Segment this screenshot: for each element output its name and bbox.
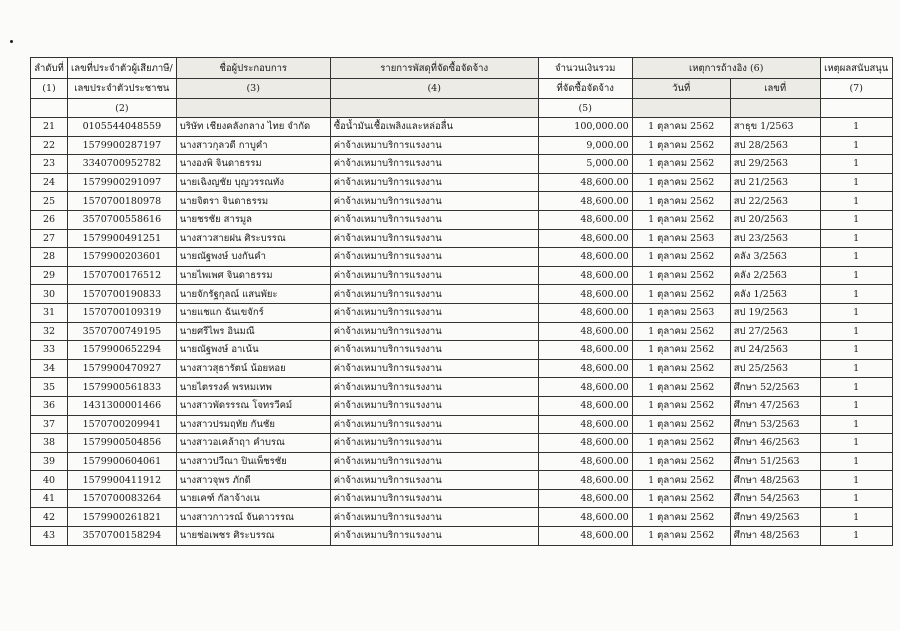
cell-no: 27	[31, 229, 68, 248]
header-vendor: ชื่อผู้ประกอบการ	[176, 58, 330, 79]
cell-item: ค่าจ้างเหมาบริการแรงงาน	[330, 415, 538, 434]
table-row	[31, 173, 893, 192]
cell-amount: 48,600.00	[538, 322, 632, 341]
header-reason-num: (7)	[820, 79, 892, 99]
cell-amount: 5,000.00	[538, 155, 632, 174]
cell-vendor: นายจิตรา จินดาธรรม	[176, 192, 330, 211]
cell-date: 1 ตุลาคม 2562	[632, 359, 730, 378]
cell-reason: 1	[820, 210, 892, 229]
cell-ref: สป 20/2563	[730, 210, 820, 229]
cell-vendor: นายจักรัฐกุลณ์ แสนพัยะ	[176, 285, 330, 304]
table-row	[31, 434, 893, 453]
cell-taxid: 3570700558616	[68, 210, 177, 229]
cell-no: 32	[31, 322, 68, 341]
cell-reason: 1	[820, 341, 892, 360]
cell-amount: 48,600.00	[538, 434, 632, 453]
header-spacer	[330, 99, 538, 118]
cell-item: ค่าจ้างเหมาบริการแรงงาน	[330, 471, 538, 490]
cell-item: ค่าจ้างเหมาบริการแรงงาน	[330, 508, 538, 527]
cell-taxid: 1570700109319	[68, 303, 177, 322]
cell-no: 25	[31, 192, 68, 211]
header-spacer	[31, 99, 68, 118]
cell-reason: 1	[820, 266, 892, 285]
cell-date: 1 ตุลาคม 2562	[632, 434, 730, 453]
cell-date: 1 ตุลาคม 2562	[632, 415, 730, 434]
procurement-table	[30, 57, 893, 546]
cell-no: 29	[31, 266, 68, 285]
cell-date: 1 ตุลาคม 2562	[632, 527, 730, 546]
cell-item: ค่าจ้างเหมาบริการแรงงาน	[330, 285, 538, 304]
cell-vendor: นางสาวปวีณา ปินเพ็ชรชัย	[176, 452, 330, 471]
cell-amount: 48,600.00	[538, 508, 632, 527]
cell-taxid: 0105544048559	[68, 118, 177, 137]
cell-taxid: 1579900652294	[68, 341, 177, 360]
cell-item: ค่าจ้างเหมาบริการแรงงาน	[330, 155, 538, 174]
cell-item: ค่าจ้างเหมาบริการแรงงาน	[330, 322, 538, 341]
table-body	[31, 118, 893, 546]
cell-reason: 1	[820, 527, 892, 546]
cell-no: 41	[31, 489, 68, 508]
cell-vendor: นางสาวกาวรณ์ จันดาวรรณ	[176, 508, 330, 527]
cell-no: 40	[31, 471, 68, 490]
cell-amount: 48,600.00	[538, 415, 632, 434]
cell-no: 30	[31, 285, 68, 304]
cell-taxid: 1579900604061	[68, 452, 177, 471]
cell-no: 38	[31, 434, 68, 453]
cell-ref: สป 29/2563	[730, 155, 820, 174]
cell-date: 1 ตุลาคม 2562	[632, 489, 730, 508]
cell-no: 23	[31, 155, 68, 174]
cell-taxid: 1579900491251	[68, 229, 177, 248]
cell-no: 33	[31, 341, 68, 360]
cell-item: ค่าจ้างเหมาบริการแรงงาน	[330, 527, 538, 546]
cell-reason: 1	[820, 229, 892, 248]
cell-no: 43	[31, 527, 68, 546]
cell-taxid: 1579900470927	[68, 359, 177, 378]
cell-date: 1 ตุลาคม 2562	[632, 285, 730, 304]
cell-amount: 48,600.00	[538, 359, 632, 378]
cell-taxid: 1579900261821	[68, 508, 177, 527]
table-row	[31, 396, 893, 415]
cell-ref: ศึกษา 54/2563	[730, 489, 820, 508]
cell-vendor: นายเคฑ์ กัลาจ้างเน	[176, 489, 330, 508]
header-amount-num: (5)	[538, 99, 632, 118]
cell-taxid: 1570700180978	[68, 192, 177, 211]
header-taxid-line2: เลขประจำตัวประชาชน	[68, 79, 177, 99]
cell-taxid: 1579900203601	[68, 248, 177, 267]
header-spacer	[632, 99, 730, 118]
cell-reason: 1	[820, 192, 892, 211]
cell-amount: 48,600.00	[538, 396, 632, 415]
cell-reason: 1	[820, 508, 892, 527]
cell-ref: สป 25/2563	[730, 359, 820, 378]
cell-date: 1 ตุลาคม 2562	[632, 508, 730, 527]
cell-vendor: นางสาวจุพร ภักดี	[176, 471, 330, 490]
cell-amount: 100,000.00	[538, 118, 632, 137]
cell-item: ค่าจ้างเหมาบริการแรงงาน	[330, 229, 538, 248]
cell-amount: 48,600.00	[538, 173, 632, 192]
cell-ref: สป 19/2563	[730, 303, 820, 322]
cell-date: 1 ตุลาคม 2562	[632, 341, 730, 360]
table-row	[31, 229, 893, 248]
cell-reason: 1	[820, 248, 892, 267]
cell-ref: คลัง 2/2563	[730, 266, 820, 285]
cell-vendor: นายไพเพศ จินดาธรรม	[176, 266, 330, 285]
cell-no: 22	[31, 136, 68, 155]
header-no-num: (1)	[31, 79, 68, 99]
cell-vendor: นางองพิ จินดาธรรม	[176, 155, 330, 174]
cell-no: 21	[31, 118, 68, 137]
cell-date: 1 ตุลาคม 2562	[632, 155, 730, 174]
cell-reason: 1	[820, 489, 892, 508]
cell-ref: สป 27/2563	[730, 322, 820, 341]
cell-ref: สป 24/2563	[730, 341, 820, 360]
header-amount: จำนวนเงินรวม	[538, 58, 632, 79]
cell-vendor: นางสาวอเคล้าฤา คำบรณ	[176, 434, 330, 453]
cell-amount: 48,600.00	[538, 210, 632, 229]
cell-no: 42	[31, 508, 68, 527]
cell-item: ค่าจ้างเหมาบริการแรงงาน	[330, 266, 538, 285]
table-row	[31, 303, 893, 322]
cell-taxid: 3570700158294	[68, 527, 177, 546]
table-row	[31, 155, 893, 174]
cell-taxid: 1579900291097	[68, 173, 177, 192]
table-row	[31, 378, 893, 397]
cell-item: ค่าจ้างเหมาบริการแรงงาน	[330, 378, 538, 397]
cell-no: 28	[31, 248, 68, 267]
cell-ref: ศึกษา 49/2563	[730, 508, 820, 527]
cell-taxid: 1570700190833	[68, 285, 177, 304]
cell-amount: 48,600.00	[538, 229, 632, 248]
cell-ref: สาธุข 1/2563	[730, 118, 820, 137]
cell-date: 1 ตุลาคม 2562	[632, 136, 730, 155]
header-spacer	[820, 99, 892, 118]
cell-reason: 1	[820, 452, 892, 471]
cell-item: ค่าจ้างเหมาบริการแรงงาน	[330, 248, 538, 267]
cell-ref: สป 23/2563	[730, 229, 820, 248]
cell-reason: 1	[820, 471, 892, 490]
cell-amount: 48,600.00	[538, 452, 632, 471]
cell-amount: 48,600.00	[538, 248, 632, 267]
cell-date: 1 ตุลาคม 2563	[632, 229, 730, 248]
cell-no: 39	[31, 452, 68, 471]
cell-taxid: 3570700749195	[68, 322, 177, 341]
table-row	[31, 136, 893, 155]
cell-taxid: 1579900287197	[68, 136, 177, 155]
cell-taxid: 1431300001466	[68, 396, 177, 415]
cell-date: 1 ตุลาคม 2562	[632, 452, 730, 471]
cell-item: ค่าจ้างเหมาบริการแรงงาน	[330, 359, 538, 378]
cell-taxid: 1570700176512	[68, 266, 177, 285]
cell-taxid: 1579900411912	[68, 471, 177, 490]
cell-amount: 48,600.00	[538, 471, 632, 490]
cell-no: 36	[31, 396, 68, 415]
cell-item: ค่าจ้างเหมาบริการแรงงาน	[330, 210, 538, 229]
cell-item: ค่าจ้างเหมาบริการแรงงาน	[330, 434, 538, 453]
table-row	[31, 210, 893, 229]
header-ref-date: วันที่	[632, 79, 730, 99]
cell-vendor: นายไตรรงค์ พรหมเทพ	[176, 378, 330, 397]
cell-date: 1 ตุลาคม 2562	[632, 396, 730, 415]
header-taxid-num: (2)	[68, 99, 177, 118]
header-no: ลำดับที่	[31, 58, 68, 79]
header-spacer	[176, 99, 330, 118]
header-reason: เหตุผลสนับสนุน	[820, 58, 892, 79]
cell-ref: ศึกษา 47/2563	[730, 396, 820, 415]
cell-no: 34	[31, 359, 68, 378]
cell-taxid: 1579900561833	[68, 378, 177, 397]
cell-vendor: นายช่อเพชร ศิระบรรณ	[176, 527, 330, 546]
cell-vendor: บริษัท เชียงคลังกลาง ไทย จำกัด	[176, 118, 330, 137]
cell-vendor: นางสาวสายฝน ศิระบรรณ	[176, 229, 330, 248]
cell-vendor: นางสาวสุธารัตน์ น้อยหอย	[176, 359, 330, 378]
cell-item: ซื้อน้ำมันเชื้อเพลิงและหล่อลื่น	[330, 118, 538, 137]
table-row	[31, 192, 893, 211]
cell-date: 1 ตุลาคม 2563	[632, 303, 730, 322]
cell-no: 35	[31, 378, 68, 397]
cell-reason: 1	[820, 303, 892, 322]
header-vendor-num: (3)	[176, 79, 330, 99]
cell-item: ค่าจ้างเหมาบริการแรงงาน	[330, 136, 538, 155]
cell-amount: 48,600.00	[538, 489, 632, 508]
cell-reason: 1	[820, 118, 892, 137]
table-row	[31, 359, 893, 378]
table-row	[31, 285, 893, 304]
cell-amount: 48,600.00	[538, 192, 632, 211]
cell-ref: คลัง 1/2563	[730, 285, 820, 304]
cell-item: ค่าจ้างเหมาบริการแรงงาน	[330, 303, 538, 322]
cell-date: 1 ตุลาคม 2562	[632, 118, 730, 137]
cell-reason: 1	[820, 378, 892, 397]
cell-reason: 1	[820, 434, 892, 453]
cell-reason: 1	[820, 359, 892, 378]
cell-ref: ศึกษา 48/2563	[730, 471, 820, 490]
cell-no: 26	[31, 210, 68, 229]
cell-no: 24	[31, 173, 68, 192]
cell-vendor: นายณัฐพงษ์ อาเน้น	[176, 341, 330, 360]
cell-item: ค่าจ้างเหมาบริการแรงงาน	[330, 173, 538, 192]
header-item-num: (4)	[330, 79, 538, 99]
table-row	[31, 266, 893, 285]
table-row	[31, 322, 893, 341]
header-ref-no: เลขที่	[730, 79, 820, 99]
cell-reason: 1	[820, 415, 892, 434]
table-row	[31, 489, 893, 508]
cell-taxid: 1570700083264	[68, 489, 177, 508]
cell-taxid: 1570700209941	[68, 415, 177, 434]
cell-date: 1 ตุลาคม 2562	[632, 266, 730, 285]
cell-ref: ศึกษา 48/2563	[730, 527, 820, 546]
header-amount-line2: ที่จัดซื้อจัดจ้าง	[538, 79, 632, 99]
cell-vendor: นายแชแก ฉันเขจักร์	[176, 303, 330, 322]
table-header	[31, 58, 893, 118]
cell-date: 1 ตุลาคม 2562	[632, 192, 730, 211]
cell-date: 1 ตุลาคม 2562	[632, 471, 730, 490]
header-spacer	[730, 99, 820, 118]
cell-item: ค่าจ้างเหมาบริการแรงงาน	[330, 452, 538, 471]
cell-item: ค่าจ้างเหมาบริการแรงงาน	[330, 192, 538, 211]
cell-item: ค่าจ้างเหมาบริการแรงงาน	[330, 341, 538, 360]
header-item: รายการพัสดุที่จัดซื้อจัดจ้าง	[330, 58, 538, 79]
cell-ref: ศึกษา 53/2563	[730, 415, 820, 434]
cell-item: ค่าจ้างเหมาบริการแรงงาน	[330, 489, 538, 508]
cell-no: 37	[31, 415, 68, 434]
cell-reason: 1	[820, 136, 892, 155]
table-row	[31, 341, 893, 360]
cell-date: 1 ตุลาคม 2562	[632, 322, 730, 341]
cell-amount: 48,600.00	[538, 285, 632, 304]
cell-amount: 48,600.00	[538, 378, 632, 397]
cell-ref: ศึกษา 46/2563	[730, 434, 820, 453]
cell-ref: สป 21/2563	[730, 173, 820, 192]
cell-ref: ศึกษา 52/2563	[730, 378, 820, 397]
table-row	[31, 118, 893, 137]
cell-date: 1 ตุลาคม 2562	[632, 210, 730, 229]
cell-date: 1 ตุลาคม 2562	[632, 378, 730, 397]
cell-amount: 48,600.00	[538, 266, 632, 285]
cell-ref: คลัง 3/2563	[730, 248, 820, 267]
cell-vendor: นายเฉิงญชัย บุญวรรณทัง	[176, 173, 330, 192]
cell-reason: 1	[820, 173, 892, 192]
table-row	[31, 508, 893, 527]
cell-no: 31	[31, 303, 68, 322]
cell-amount: 48,600.00	[538, 527, 632, 546]
cell-reason: 1	[820, 396, 892, 415]
cell-ref: สป 28/2563	[730, 136, 820, 155]
cell-date: 1 ตุลาคม 2562	[632, 173, 730, 192]
cell-date: 1 ตุลาคม 2562	[632, 248, 730, 267]
cell-taxid: 1579900504856	[68, 434, 177, 453]
cell-vendor: นายชรชัย สารมูล	[176, 210, 330, 229]
table-row	[31, 527, 893, 546]
cell-vendor: นางสาวกุลวดี กาบูคำ	[176, 136, 330, 155]
table-row	[31, 415, 893, 434]
cell-vendor: นายศรีไพร อินมณี	[176, 322, 330, 341]
table-row	[31, 471, 893, 490]
cell-reason: 1	[820, 322, 892, 341]
table-row	[31, 452, 893, 471]
cell-ref: สป 22/2563	[730, 192, 820, 211]
table-row	[31, 248, 893, 267]
cell-ref: ศึกษา 51/2563	[730, 452, 820, 471]
header-ref: เหตุการถ้างอิง (6)	[632, 58, 820, 79]
cell-reason: 1	[820, 155, 892, 174]
header-taxid: เลขที่ประจำตัวผู้เสียภาษี/	[68, 58, 177, 79]
cell-reason: 1	[820, 285, 892, 304]
cell-amount: 48,600.00	[538, 303, 632, 322]
cell-vendor: นายณัฐพงษ์ บงกันคำ	[176, 248, 330, 267]
cell-vendor: นางสาวปรมฤทัย กันชัย	[176, 415, 330, 434]
cell-amount: 9,000.00	[538, 136, 632, 155]
cell-vendor: นางสาวพัดรรรณ โจทรวีคม์	[176, 396, 330, 415]
scan-speck	[10, 40, 13, 43]
cell-amount: 48,600.00	[538, 341, 632, 360]
cell-taxid: 3340700952782	[68, 155, 177, 174]
cell-item: ค่าจ้างเหมาบริการแรงงาน	[330, 396, 538, 415]
